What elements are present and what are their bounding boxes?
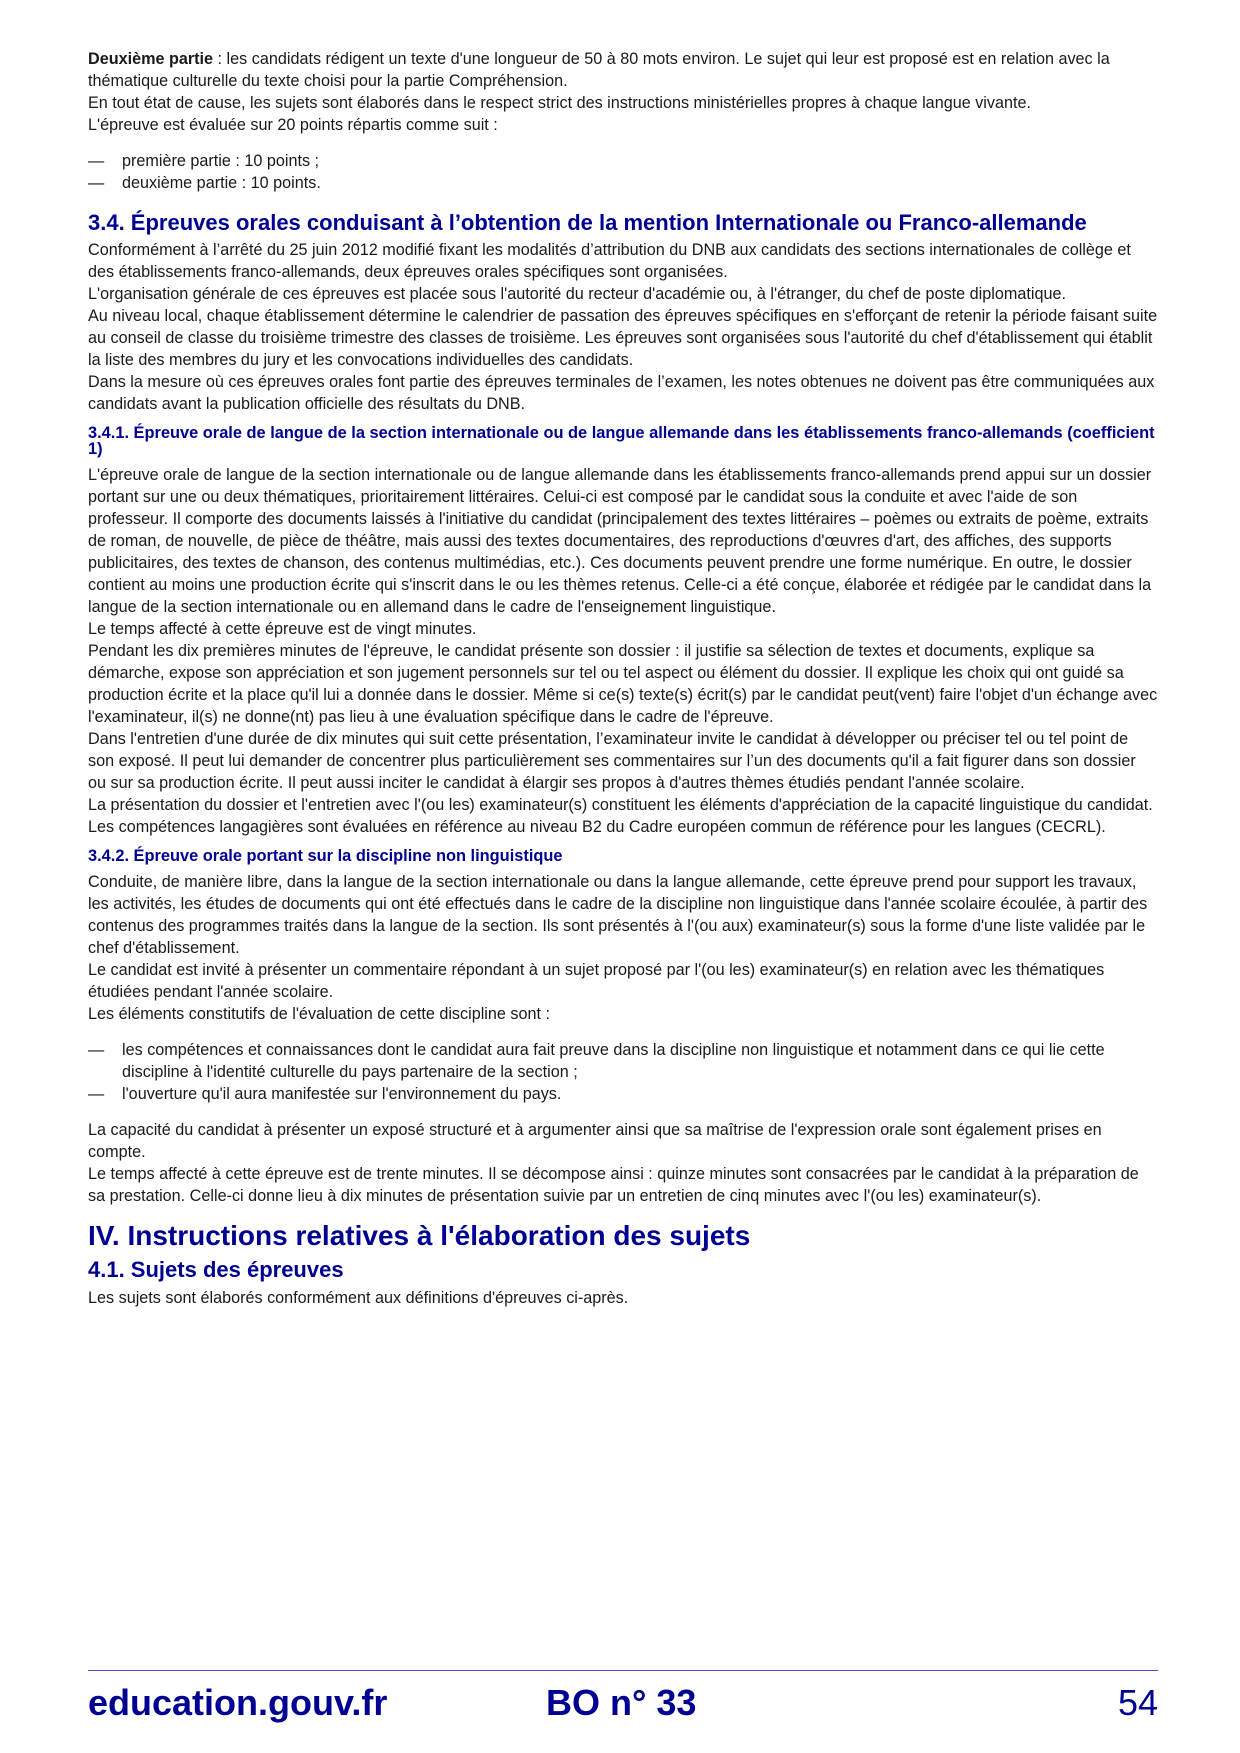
list-item: — première partie : 10 points ; [88, 152, 320, 170]
intro-paragraph-2: En tout état de cause, les sujets sont élaborés dans le respect strict des instructions ministérielles propres à chaque langue vivante. [88, 94, 1031, 112]
footer-page-number: 54 [1117, 1682, 1158, 1723]
intro-paragraph-3: L'épreuve est évaluée sur 20 points répartis comme suit : [88, 116, 498, 134]
paragraph: La capacité du candidat à présenter un exposé structuré et à argumenter ainsi que sa maîtrise de l'expression orale sont également prises en compte. [88, 1121, 1102, 1161]
intro-paragraph-1: Deuxième partie : les candidats rédigent un texte d'une longueur de 50 à 80 mots environ. Le sujet qui leur est proposé est en relation avec la thématique culturelle du texte choisi pour la partie Compréhension. [88, 50, 1110, 90]
paragraph: L'organisation générale de ces épreuves est placée sous l'autorité du recteur d'académie ou, à l'étranger, du chef de poste diplomatique. [88, 285, 1066, 303]
footer-site-link[interactable]: education.gouv.fr [88, 1682, 388, 1723]
footer-divider [88, 1670, 1158, 1671]
paragraph: Conduite, de manière libre, dans la langue de la section internationale ou dans la langue allemande, cette épreuve prend pour support les travaux, les activités, les études de documents qui ont été effectués dans le cadre de la discipline non linguistique dans l'année scolaire écoulée, à partir des contenus des programmes traités dans la langue de la section. Ils sont présentés à l'(ou aux) examinateur(s) sous la forme d'une liste validée par le chef d'établissement. [88, 873, 1148, 957]
paragraph: Pendant les dix premières minutes de l'épreuve, le candidat présente son dossier : il justifie sa sélection de textes et documents, explique sa démarche, expose son appréciation et son jugement personnels sur tel ou tel aspect ou élément du dossier. Il explique les choix qui ont guidé sa production écrite et la place qu'il lui a donnée dans le dossier. Même si ce(s) texte(s) écrit(s) par le candidat peut(vent) faire l'objet d'un échange avec l'examinateur, il(s) ne donne(nt) pas lieu à une évaluation spécifique dans le cadre de l'épreuve. [88, 642, 1158, 726]
section-3-4-2-heading: 3.4.2. Épreuve orale portant sur la discipline non linguistique [88, 847, 563, 865]
paragraph: Au niveau local, chaque établissement détermine le calendrier de passation des épreuves spécifiques en s'efforçant de retenir la période faisant suite au conseil de classe du troisième trimestre des classes de troisième. Les épreuves sont organisées sous l'autorité du chef d'établissement qui établit la liste des membres du jury et les convocations individuelles des candidats. [88, 307, 1158, 369]
paragraph: Conformément à l’arrêté du 25 juin 2012 modifié fixant les modalités d’attribution du DNB aux candidats des sections internationales de collège et des établissements franco-allemands, deux épreuves orales spécifiques sont organisées. [88, 241, 1131, 281]
paragraph: Le temps affecté à cette épreuve est de trente minutes. Il se décompose ainsi : quinze minutes sont consacrées par le candidat à la préparation de sa prestation. Celle-ci donne lieu à dix minutes de présentation suivie par un entretien de cinq minutes avec l'(ou les) examinateur(s). [88, 1165, 1139, 1205]
page-footer [88, 1682, 1158, 1732]
paragraph: Les sujets sont élaborés conformément aux définitions d'épreuves ci-après. [88, 1289, 629, 1307]
section-3-4-1-heading: 3.4.1. Épreuve orale de langue de la section internationale ou de langue allemande dans les établissements franco-allemands (coefficient 1) [88, 424, 1155, 458]
dash-bullet-icon: — [88, 1041, 105, 1059]
paragraph: Dans la mesure où ces épreuves orales font partie des épreuves terminales de l’examen, les notes obtenues ne doivent pas être communiquées aux candidats avant la publication officielle des résultats du DNB. [88, 373, 1155, 413]
footer-bulletin-number: BO n° 33 [546, 1682, 697, 1723]
section-3-4-heading: 3.4. Épreuves orales conduisant à l’obtention de la mention Internationale ou Franco-allemande [88, 210, 1087, 235]
paragraph: Le candidat est invité à présenter un commentaire répondant à un sujet proposé par l'(ou les) examinateur(s) en relation avec les thématiques étudiées pendant l'année scolaire. [88, 961, 1105, 1001]
paragraph: L'épreuve orale de langue de la section internationale ou de langue allemande dans les établissements franco-allemands prend appui sur un dossier portant sur une ou deux thématiques, prioritairement littéraires. Celui-ci est composé par le candidat sous la conduite et avec l'aide de son professeur. Il comporte des documents laissés à l'initiative du candidat (principalement des textes littéraires – poèmes ou extraits de poème, extraits de roman, de nouvelle, de pièce de théâtre, mais aussi des textes documentaires, des reproductions d'œuvres d'art, des affiches, des supports publicitaires, des textes de chanson, des contenus multimédias, etc.). Ces documents peuvent prendre une forme numérique. En outre, le dossier contient au moins une production écrite qui s'inscrit dans le ou les thèmes retenus. Celle-ci a été conçue, élaborée et rédigée par le candidat dans la langue de la section internationale ou en allemand dans le cadre de l'enseignement linguistique. [88, 466, 1152, 616]
dash-bullet-icon: — [88, 1085, 105, 1103]
list-item: — deuxième partie : 10 points. [88, 174, 321, 192]
section-4-1-heading: 4.1. Sujets des épreuves [88, 1257, 344, 1282]
paragraph: La présentation du dossier et l'entretien avec l'(ou les) examinateur(s) constituent les éléments d'appréciation de la capacité linguistique du candidat. Les compétences langagières sont évaluées en référence au niveau B2 du Cadre européen commun de référence pour les langues (CECRL). [88, 796, 1153, 836]
paragraph: Dans l'entretien d'une durée de dix minutes qui suit cette présentation, l’examinateur invite le candidat à développer ou préciser tel ou tel point de son exposé. Il peut lui demander de concentrer plus particulièrement ses commentaires sur l’un des documents qu'il a fait figurer dans son dossier ou sur sa production écrite. Il peut aussi inciter le candidat à élargir ses propos à d'autres thèmes étudiés pendant l'année scolaire. [88, 730, 1136, 792]
section-IV-heading: IV. Instructions relatives à l'élaboration des sujets [88, 1220, 751, 1251]
paragraph: Les éléments constitutifs de l'évaluation de cette discipline sont : [88, 1005, 550, 1023]
points-list [88, 150, 1158, 194]
evaluation-criteria-list [88, 1039, 1158, 1105]
dash-bullet-icon: — [88, 174, 105, 192]
dash-bullet-icon: — [88, 152, 105, 170]
document-page [88, 48, 1158, 1309]
list-item: — les compétences et connaissances dont le candidat aura fait preuve dans la discipline non linguistique et notamment dans ce qui lie cette discipline à l'identité culturelle du pays partenaire de la section ; [88, 1041, 1105, 1081]
paragraph: Le temps affecté à cette épreuve est de vingt minutes. [88, 620, 477, 638]
list-item: — l'ouverture qu'il aura manifestée sur l'environnement du pays. [88, 1085, 562, 1103]
deuxieme-partie-label: Deuxième partie [88, 50, 214, 68]
